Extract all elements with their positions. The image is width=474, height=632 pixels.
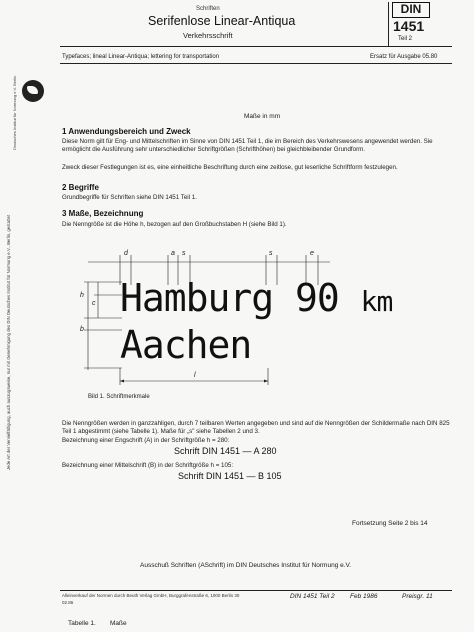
dim-label-a: a: [171, 250, 175, 257]
english-title: Typefaces; lineal Linear-Antiqua; lettering for transportation: [62, 54, 220, 60]
designation-1: Schrift DIN 1451 — A 280: [174, 446, 277, 456]
copyright-notice: Jede Art der Vervielfältigung, auch auszugsweise, nur mit Genehmigung des DIN Deutsches Institut für Normung e.V., Berlin, gestattet: [6, 214, 11, 470]
section-1-heading: 1 Anwendungsbereich und Zweck: [62, 127, 191, 136]
section-1-paragraph-1: Diese Norm gilt für Eng- und Mittelschriften im Sinne von DIN 1451 Teil 1, die im Bereich des Verkehrswesens angewendet werden. Sie ermöglicht die Ausführung sehr unterschiedlicher Schriftgrößen (Schrifthöhen) bei gleichbleibender Grundform.: [62, 138, 433, 154]
footer-date: Feb 1986: [350, 593, 378, 600]
sample-text-hamburg: Hamburg 90: [120, 276, 339, 320]
footer-code: 02.86: [62, 600, 74, 605]
dim-label-h: h: [80, 292, 84, 299]
din-number: 1451: [393, 18, 425, 34]
designation-2-intro: Bezeichnung einer Mittelschrift (B) in der Schriftgröße h = 105:: [62, 462, 234, 469]
section-3-heading: 3 Maße, Bezeichnung: [62, 209, 144, 218]
units-note: Maße in mm: [244, 113, 281, 120]
publisher-notice: Deutsches Institut für Normung e.V. Berlin: [12, 75, 17, 150]
sample-lettering-line-2: Aachen: [120, 323, 252, 367]
arrow-left: [120, 380, 124, 383]
document-subtitle: Verkehrsschrift: [183, 31, 233, 40]
figure-caption: Bild 1. Schriftmerkmale: [88, 394, 150, 400]
section-3-paragraph: Die Nenngröße ist die Höhe h, bezogen auf den Großbuchstaben H (siehe Bild 1).: [62, 221, 287, 228]
replacement-note: Ersatz für Ausgabe 05.80: [370, 54, 438, 60]
section-2-paragraph: Grundbegriffe für Schriften siehe DIN 1451 Teil 1.: [62, 194, 197, 201]
dim-label-l: l: [194, 372, 196, 379]
dim-label-s1: s: [182, 250, 186, 257]
footer-rule: [60, 590, 452, 591]
sample-lettering-line-1: [120, 278, 392, 322]
dim-label-e: e: [310, 250, 314, 257]
din-part: Teil 2: [398, 36, 413, 42]
dim-label-s2: s: [269, 250, 273, 257]
din-label: DIN: [400, 2, 422, 16]
distributor-note: Alleinverkauf der Normen durch Beuth Verlag GmbH, Burggrafenstraße 6, 1000 Berlin 30: [62, 593, 240, 598]
document-title: Serifenlose Linear-Antiqua: [148, 14, 296, 28]
next-table-title: Maße: [110, 620, 127, 627]
nominal-size-paragraph: Die Nenngrößen werden in ganzzahligen, durch 7 teilbaren Werten angegeben und sind auf die Nenngrößen der Schildermaße nach DIN 825 Teil 1 abgestimmt (siehe Tabelle 1). Maße für „s" siehe Tabellen 2 und 3.: [62, 420, 450, 436]
section-1-paragraph-2: Zweck dieser Festlegungen ist es, eine einheitliche Beschriftung durch eine zeitlose, gut leserliche Schriftform festzulegen.: [62, 164, 398, 171]
dim-label-b: b: [80, 326, 84, 333]
sample-text-unit: km: [360, 285, 393, 318]
committee-note: Ausschuß Schriften (ASchrift) im DIN Deutsches Institut für Normung e.V.: [140, 562, 352, 569]
footer-price-group: Preisgr. 11: [402, 593, 433, 600]
footer-din-ref: DIN 1451 Teil 2: [290, 593, 335, 600]
section-2-heading: 2 Begriffe: [62, 183, 99, 192]
arrow-right: [264, 380, 268, 383]
dim-label-d: d: [124, 250, 128, 257]
continuation-note: Fortsetzung Seite 2 bis 14: [352, 520, 428, 527]
dim-label-c: c: [92, 300, 96, 307]
header-category: Schriften: [196, 6, 220, 12]
next-table-label: Tabelle 1.: [68, 620, 96, 627]
designation-2: Schrift DIN 1451 — B 105: [178, 471, 282, 481]
designation-1-intro: Bezeichnung einer Engschrift (A) in der Schriftgröße h = 280:: [62, 437, 230, 444]
